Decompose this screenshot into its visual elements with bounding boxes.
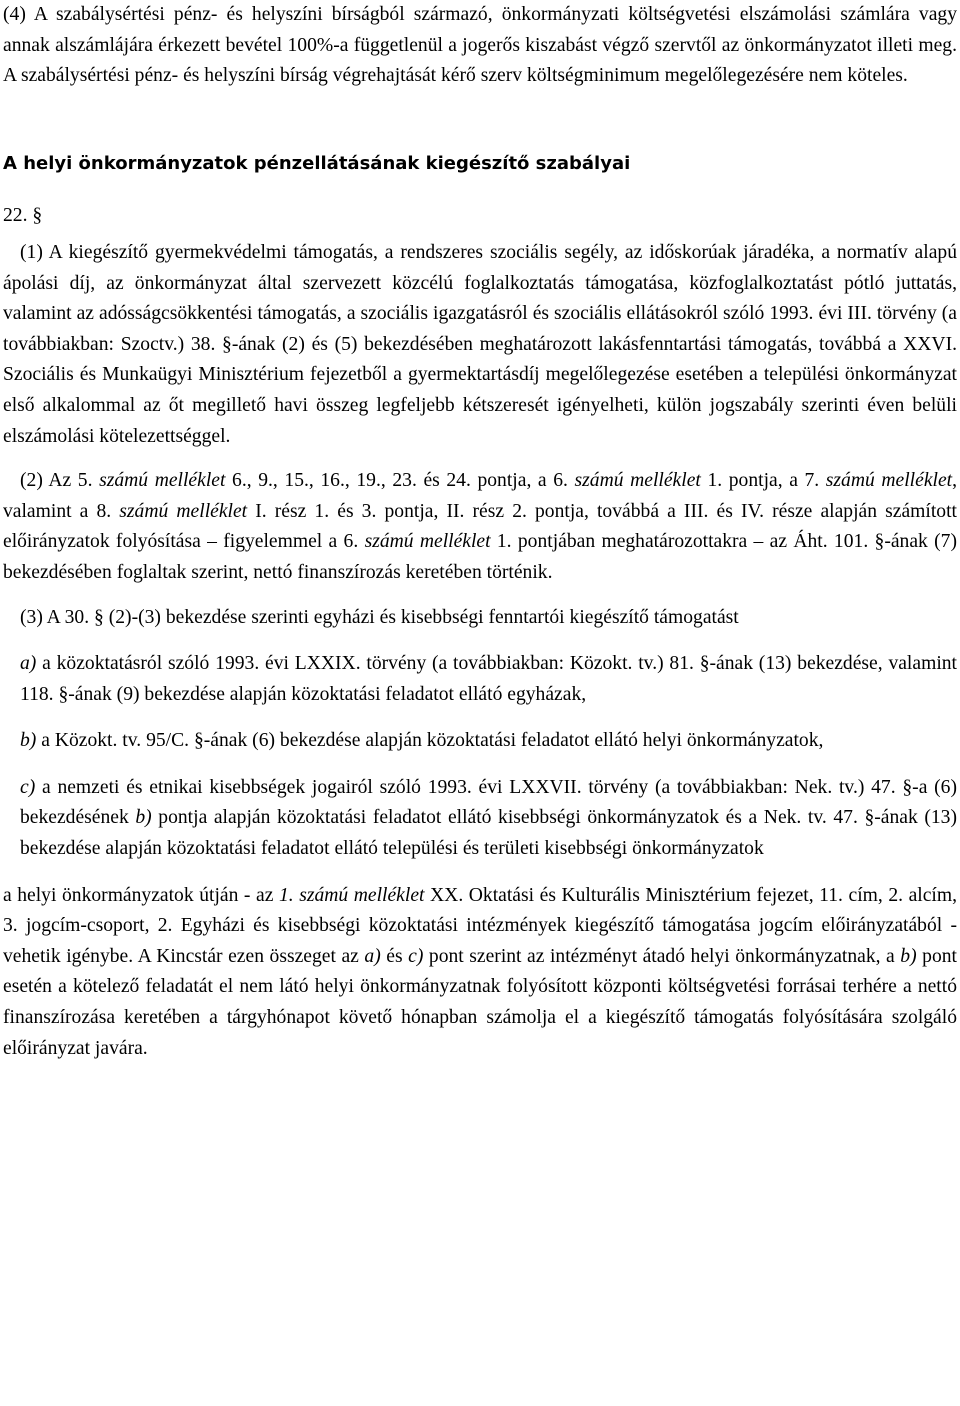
section-number: 22. § [3, 205, 43, 227]
closing-paragraph: a helyi önkormányzatok útján - az 1. számú melléklet XX. Oktatási és Kulturális Minisztérium fejezet, 11. cím, 2. alcím, 3. jogcím-csoport, 2. Egyházi és kisebbségi közoktatási intézmények kiegészítő támogatása jogcím előirányzatából - vehetik igénybe. A Kincstár ezen összeget az a) és c) pont szerint az intézményt átadó helyi önkormányzatnak, a b) pont esetén a kötelező feladatát el nem látó helyi önkormányzatnak folyósított központi költségvetési forrásai terhére a nettó finanszírozása keretében a tárgyhónapot követő hónapban számolja el a kiegészítő támogatás folyósítására szolgáló előirányzat javára. [3, 884, 957, 1059]
spacer [3, 633, 957, 649]
paragraph-2: (2) Az 5. számú melléklet 6., 9., 15., 16., 19., 23. és 24. pontja, a 6. számú melléklet 1. pontja, a 7. számú melléklet, valamint a 8. számú melléklet I. rész 1. és 3. pontja, II. rész 2. pontja, továbbá a III. és IV. része alapján számított előirányzatok folyósítása – figyelemmel a 6. számú melléklet 1. pontjában meghatározottakra – az Áht. 101. §-ának (7) bekezdésében foglaltak szerint, nettó finanszírozás keretében történik. [3, 470, 958, 583]
paragraph-3: (3) A 30. § (2)-(3) bekezdése szerinti egyházi és kisebbségi fenntartói kiegészítő támogatást [20, 606, 739, 628]
paragraph-4: (4) A szabálysértési pénz- és helyszíni bírságból származó, önkormányzati költségvetési elszámolási számlára vagy annak alszámlájára érkezett bevétel 100%-a függetlenül a jogerős kiszabást végző szervtől az önkormányzatot illeti meg. A szabálysértési pénz- és helyszíni bírság végrehajtását kérő szerv költségminimum megelőlegezésére nem köteles. [3, 4, 957, 87]
item-label: a) [20, 653, 37, 675]
item-label: c) [20, 776, 36, 798]
list-item-a: a) a közoktatásról szóló 1993. évi LXXIX. törvény (a továbbiakban: Közokt. tv.) 81. §-ának (13) bekezdése, valamint 118. §-ának (9) bekezdése alapján közoktatási feladatot ellátó egyházak, [20, 653, 957, 705]
spacer [3, 865, 957, 881]
list-item-c: c) a nemzeti és etnikai kisebbségek jogairól szóló 1993. évi LXXVII. törvény (a továbbiakban: Nek. tv.) 47. §-a (6) bekezdésének b) pontja alapján közoktatási feladatot ellátó kisebbségi önkormányzatok és a Nek. tv. 47. §-ának (13) bekezdése alapján közoktatási feladatot ellátó települési és területi kisebbségi önkormányzatok [20, 776, 957, 860]
paragraph-1: (1) A kiegészítő gyermekvédelmi támogatás, a rendszeres szociális segély, az időskorúak járadéka, a normatív alapú ápolási díj, az önkormányzat által szervezett közcélú foglalkoztatás támogatása, közfoglalkoztatást pótló juttatás, valamint az adósságcsökkentési támogatás, a szociális igazgatásról és szociális ellátásokról szóló 1993. évi III. törvény (a továbbiakban: Szoctv.) 38. §-ának (2) és (5) bekezdésében meghatározott lakásfenntartási támogatás, továbbá a XXVI. Szociális és Munkaügyi Minisztérium fejezetből a gyermektartásdíj megelőlegezése esetében a települési önkormányzat első alkalommal az őt megillető havi összeg legfeljebb kétszeresét igényelheti, külön jogszabály szerinti éven belüli elszámolási kötelezettséggel. [3, 241, 957, 447]
spacer [3, 589, 957, 603]
spacer [3, 452, 957, 466]
spacer [3, 179, 957, 201]
section-heading: A helyi önkormányzatok pénzellátásának kiegészítő szabályai [3, 152, 631, 174]
item-label: b) [20, 730, 37, 752]
spacer [3, 92, 957, 149]
spacer [3, 710, 957, 726]
list-item-b: b) a Közokt. tv. 95/C. §-ának (6) bekezdése alapján közoktatási feladatot ellátó helyi önkormányzatok, [20, 730, 824, 752]
spacer [3, 757, 957, 773]
document-page [3, 0, 957, 1064]
